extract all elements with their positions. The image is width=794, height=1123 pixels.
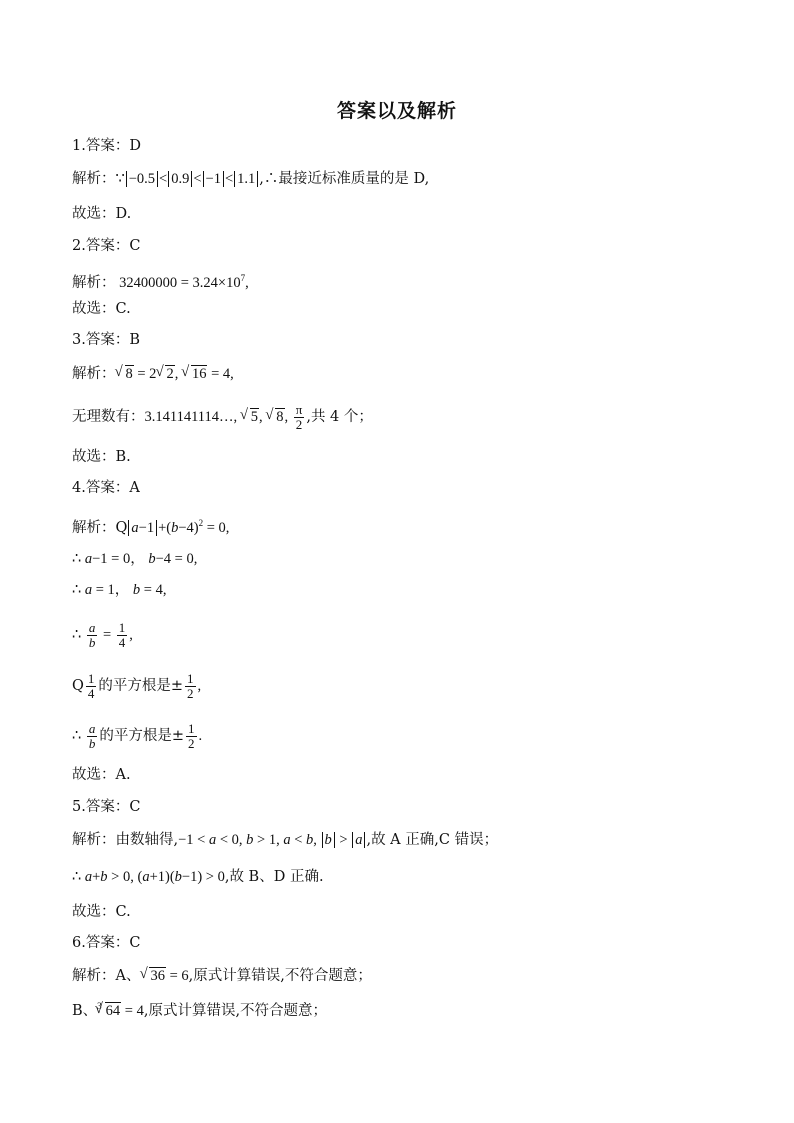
q3-explanation: [72, 364, 234, 384]
q1-explanation-suffix: ,∴最接近标准质量的是 D,: [259, 171, 430, 187]
q1-answer: 1.答案：D: [72, 138, 141, 154]
q6-b-prefix: B、: [72, 1003, 98, 1019]
q5-explanation-suffix: ,故 A 正确,C 错误；: [366, 832, 499, 848]
q4-step-4-prefix: Q: [72, 677, 84, 694]
q2-explanation-prefix: 解析：: [72, 274, 116, 291]
q4-step-1: [72, 549, 197, 569]
q4-step-5: [72, 721, 203, 751]
q6-b-suffix: ,原式计算错误,不符合题意；: [143, 1003, 328, 1019]
q4-step-3: [72, 620, 133, 650]
q4-explanation: [72, 513, 230, 536]
q4-choice: 故选：A.: [72, 767, 131, 783]
q5-choice: 故选：C.: [72, 904, 131, 920]
q3-expression: √ 8 = 2√ 2, √ 16 = 4,: [116, 366, 234, 382]
q3-irrationals-expr: 3.141141114…, √ 5, √ 8, $\frac{\pi}{2}$: [145, 409, 307, 425]
q4-step-4: [72, 671, 202, 701]
q5-explanation: [72, 830, 498, 850]
q5-answer: 5.答案：C: [72, 799, 141, 815]
q4-expression: $a-1 +(b-4)^2 = 0$,: [127, 520, 229, 536]
q6-a-suffix: ,原式计算错误,不符合题意；: [188, 968, 372, 984]
q2-answer: 2.答案：C: [72, 238, 141, 254]
q5-step: [72, 867, 324, 887]
q2-explanation: [72, 268, 249, 291]
q6-b-expr: $^3$√ 64 = 4: [97, 1003, 144, 1019]
q5-step-expr: ∴ a+b > 0, (a+1)(b−1) > 0: [72, 869, 225, 885]
q3-irrationals-suffix: ,共 4 个；: [306, 408, 373, 425]
q1-explanation: [72, 169, 429, 189]
q2-expression: $32400000 = 3.24\times 10^7$,: [115, 273, 249, 291]
q4-step-2-expr: ∴ a = 1， b = 4,: [72, 582, 167, 598]
q6-a-expr: √ 36 = 6: [140, 968, 188, 984]
q1-explanation-prefix: 解析：: [72, 171, 116, 187]
q6-explanation-b: [72, 1001, 327, 1021]
q5-explanation-prefix: 解析：由数轴得,: [72, 832, 179, 848]
q4-step-4-mid: 的平方根是±: [98, 677, 184, 694]
q4-step-4-frac: $\frac{1}{4}$: [87, 671, 95, 701]
q4-step-4-result: $\frac{1}{2}$ ,: [187, 671, 202, 701]
q6-a-prefix: 解析：A、: [72, 968, 141, 984]
q4-answer: 4.答案：A: [72, 480, 140, 496]
q3-answer: 3.答案：B: [72, 332, 140, 348]
q4-step-5-result: $\frac{1}{2}$ .: [188, 721, 203, 751]
q4-step-5-mid: 的平方根是±: [99, 727, 185, 744]
q4-step-1-expr: ∴ a−1 = 0， b−4 = 0,: [72, 551, 198, 567]
q1-expression: ∵ −0.5 < 0.9 < −1 < 1.1: [116, 171, 260, 187]
q4-step-5-lhs: ∴ $\frac{a}{b}$: [72, 721, 96, 751]
q3-irrationals-prefix: 无理数有：: [72, 408, 145, 425]
q3-choice: 故选：B.: [72, 449, 131, 465]
q3-explanation-prefix: 解析：: [72, 366, 116, 382]
q2-choice: 故选：C.: [72, 301, 131, 317]
q4-step-3-expr: ∴ $\frac{a}{b}$ = $\frac{1}{4}$ ,: [72, 620, 133, 650]
q3-irrationals: [72, 402, 373, 432]
q4-explanation-prefix: 解析：Q: [72, 519, 128, 536]
q4-step-2: [72, 580, 166, 600]
page-title: 答案以及解析: [336, 100, 457, 122]
q1-choice: 故选：D.: [72, 206, 132, 222]
q6-explanation-a: [72, 966, 372, 986]
q5-expression: −1 < a < 0, b > 1, a < b, b > a: [178, 832, 366, 848]
q5-step-suffix: ,故 B、D 正确.: [224, 869, 324, 885]
q6-answer: 6.答案：C: [72, 935, 141, 951]
